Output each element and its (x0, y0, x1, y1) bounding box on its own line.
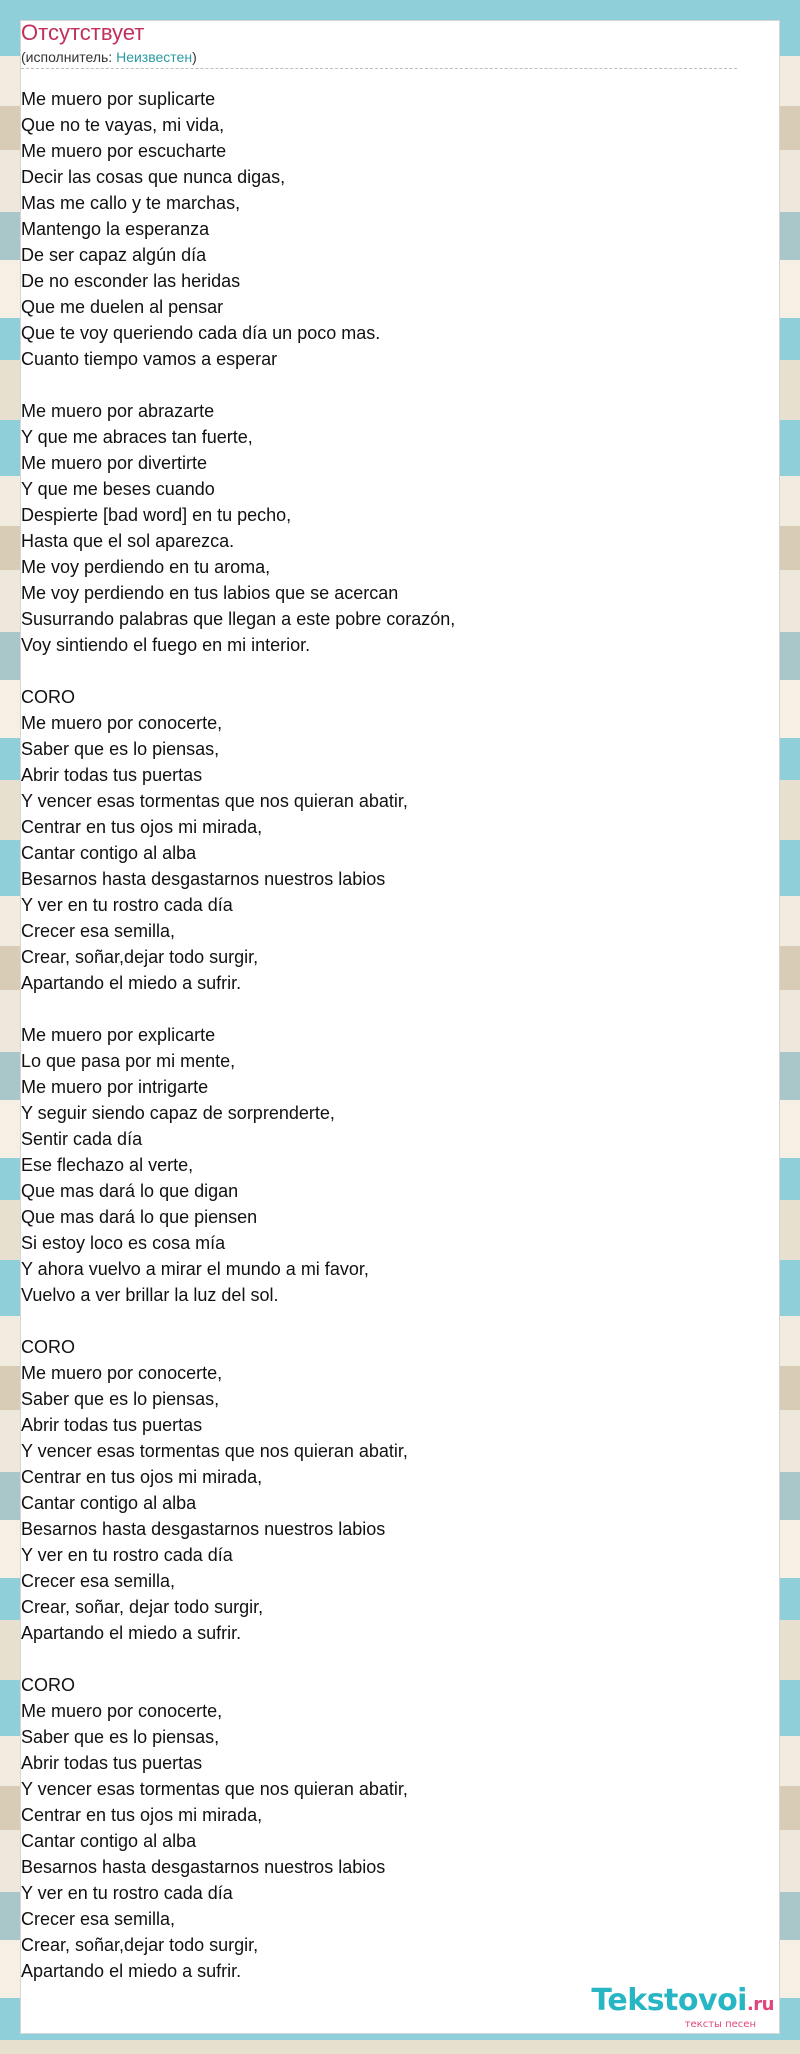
lyric-line: Cantar contigo al alba (21, 1831, 197, 1851)
lyric-line: Susurrando palabras que llegan a este pobre corazón, (21, 609, 456, 629)
lyric-line: Centrar en tus ojos mi mirada, (21, 817, 263, 837)
lyric-line: Que me duelen al pensar (21, 297, 224, 317)
lyrics-stanza (21, 1334, 737, 1646)
lyric-line: Crear, soñar,dejar todo surgir, (21, 947, 259, 967)
lyric-line: Voy sintiendo el fuego en mi interior. (21, 635, 311, 655)
lyric-line: CORO (21, 687, 75, 707)
lyric-line: Hasta que el sol aparezca. (21, 531, 235, 551)
lyrics-stanza (21, 1022, 737, 1308)
artist-line (21, 48, 737, 66)
lyric-line: Y que me beses cuando (21, 479, 215, 499)
lyric-line: Y ver en tu rostro cada día (21, 895, 233, 915)
lyric-line: Abrir todas tus puertas (21, 1753, 203, 1773)
lyric-line: Crear, soñar, dejar todo surgir, (21, 1597, 264, 1617)
lyric-line: Cantar contigo al alba (21, 1493, 197, 1513)
lyric-line: Besarnos hasta desgastarnos nuestros labios (21, 1519, 386, 1539)
lyric-line: Y seguir siendo capaz de sorprenderte, (21, 1103, 335, 1123)
lyric-line: Me muero por intrigarte (21, 1077, 209, 1097)
lyric-line: Saber que es lo piensas, (21, 739, 220, 759)
lyric-line: Que mas dará lo que digan (21, 1181, 239, 1201)
lyric-line: Ese flechazo al verte, (21, 1155, 194, 1175)
lyric-line: Me voy perdiendo en tus labios que se acercan (21, 583, 399, 603)
lyric-line: Besarnos hasta desgastarnos nuestros labios (21, 869, 386, 889)
lyric-line: Crear, soñar,dejar todo surgir, (21, 1935, 259, 1955)
lyric-line: De ser capaz algún día (21, 245, 207, 265)
lyric-line: Me muero por explicarte (21, 1025, 216, 1045)
lyric-line: Saber que es lo piensas, (21, 1389, 220, 1409)
lyric-line: Centrar en tus ojos mi mirada, (21, 1467, 263, 1487)
lyrics-stanza (21, 398, 737, 658)
lyric-line: Que te voy queriendo cada día un poco mas. (21, 323, 381, 343)
artist-link[interactable]: Неизвестен (116, 49, 193, 65)
lyrics-body (21, 86, 737, 2010)
lyric-line: Me muero por escucharte (21, 141, 227, 161)
lyric-line: Me voy perdiendo en tu aroma, (21, 557, 271, 577)
lyric-line: Apartando el miedo a sufrir. (21, 1961, 242, 1981)
lyric-line: Despierte [bad word] en tu pecho, (21, 505, 292, 525)
lyric-line: Centrar en tus ojos mi mirada, (21, 1805, 263, 1825)
lyric-line: CORO (21, 1337, 75, 1357)
artist-suffix: ) (192, 49, 197, 65)
lyric-line: Y vencer esas tormentas que nos quieran abatir, (21, 1779, 408, 1799)
lyric-line: Decir las cosas que nunca digas, (21, 167, 286, 187)
lyric-line: Y vencer esas tormentas que nos quieran abatir, (21, 1441, 408, 1461)
logo-name: Tekstovoi (591, 1983, 747, 2018)
lyric-line: De no esconder las heridas (21, 271, 241, 291)
logo-tagline: тексты песен (684, 2019, 756, 2030)
lyric-line: Me muero por conocerte, (21, 713, 223, 733)
lyric-line: Besarnos hasta desgastarnos nuestros labios (21, 1857, 386, 1877)
lyric-line: Crecer esa semilla, (21, 1571, 176, 1591)
lyric-line: Cantar contigo al alba (21, 843, 197, 863)
lyrics-stanza (21, 1672, 737, 1984)
lyric-line: Mas me callo y te marchas, (21, 193, 241, 213)
lyric-line: Abrir todas tus puertas (21, 1415, 203, 1435)
lyric-line: Y ahora vuelvo a mirar el mundo a mi favor, (21, 1259, 369, 1279)
lyric-line: Mantengo la esperanza (21, 219, 210, 239)
logo-tld: .ru (746, 1994, 774, 2015)
lyric-line: Apartando el miedo a sufrir. (21, 1623, 242, 1643)
lyric-line: Y que me abraces tan fuerte, (21, 427, 253, 447)
lyric-line: CORO (21, 1675, 75, 1695)
lyric-line: Abrir todas tus puertas (21, 765, 203, 785)
lyric-line: Y ver en tu rostro cada día (21, 1883, 233, 1903)
lyrics-stanza (21, 86, 737, 372)
song-header (21, 20, 737, 69)
lyric-line: Que mas dará lo que piensen (21, 1207, 258, 1227)
lyric-line: Apartando el miedo a sufrir. (21, 973, 242, 993)
lyric-line: Me muero por suplicarte (21, 89, 216, 109)
lyric-line: Sentir cada día (21, 1129, 143, 1149)
lyric-line: Crecer esa semilla, (21, 921, 176, 941)
artist-prefix: (исполнитель: (21, 49, 117, 65)
song-title: Отсутствует (21, 20, 145, 45)
lyric-line: Me muero por conocerte, (21, 1701, 223, 1721)
lyric-line: Crecer esa semilla, (21, 1909, 176, 1929)
header-divider (21, 68, 737, 69)
lyric-line: Lo que pasa por mi mente, (21, 1051, 236, 1071)
lyric-line: Saber que es lo piensas, (21, 1727, 220, 1747)
lyric-line: Me muero por abrazarte (21, 401, 215, 421)
lyric-line: Y vencer esas tormentas que nos quieran abatir, (21, 791, 408, 811)
lyrics-stanza (21, 684, 737, 996)
lyric-line: Que no te vayas, mi vida, (21, 115, 225, 135)
lyric-line: Vuelvo a ver brillar la luz del sol. (21, 1285, 279, 1305)
lyric-line: Y ver en tu rostro cada día (21, 1545, 233, 1565)
lyric-line: Cuanto tiempo vamos a esperar (21, 349, 278, 369)
lyric-line: Me muero por divertirte (21, 453, 208, 473)
logo-wordmark (591, 1985, 774, 2021)
lyric-line: Si estoy loco es cosa mía (21, 1233, 226, 1253)
site-logo[interactable] (591, 1985, 774, 2030)
lyric-line: Me muero por conocerte, (21, 1363, 223, 1383)
